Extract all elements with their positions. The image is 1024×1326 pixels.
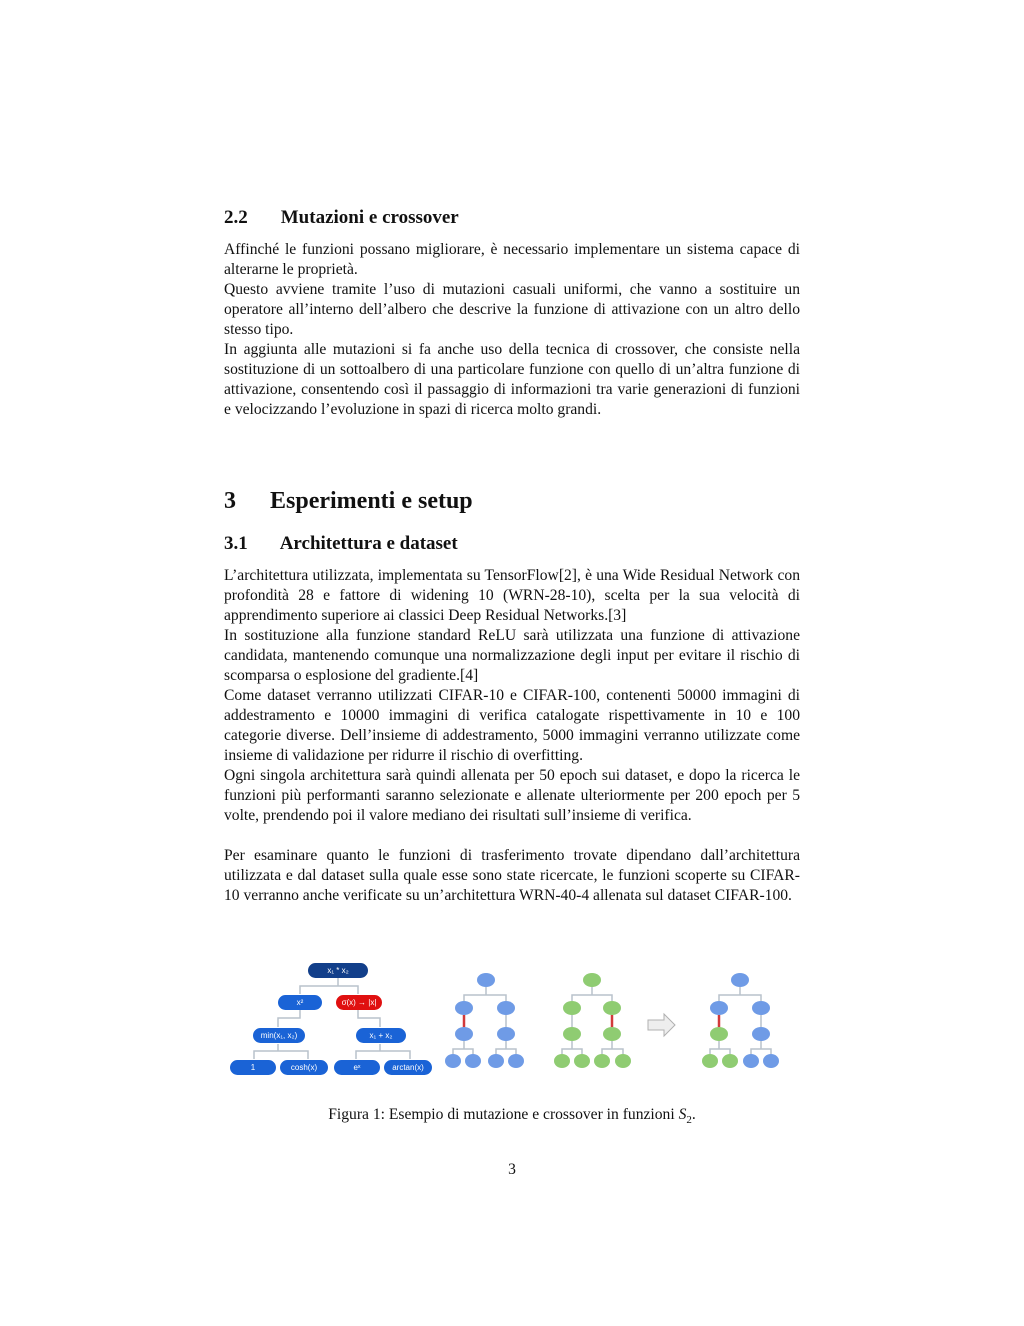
figure-caption: [224, 1106, 800, 1126]
paragraph: L’architettura utilizzata, implementata su TensorFlow[2], è una Wide Residual Network con profondità 28 e fattore di widening 10 (WRN-28-10), scelta per la sua velocità di apprendimento superiore ai classici Deep Residual Networks.[3]: [224, 567, 800, 624]
caption-end: .: [691, 1106, 696, 1123]
section-title: Architettura e dataset: [279, 533, 458, 554]
tree-leaf-one: 1: [230, 1060, 276, 1075]
paragraph: Ogni singola architettura sarà quindi allenata per 50 epoch sui dataset, e dopo la ricerca le funzioni più performanti saranno selezionate e allenate ulteriormente per 200 epoch per 5 volte, prendendo poi il valore mediano dei risultati sull’insieme di verifica.: [224, 767, 800, 824]
tree-leaf-arctan: arctan(x): [384, 1060, 432, 1075]
section-title: Mutazioni e crossover: [280, 207, 459, 228]
tree-leaf-cosh: cosh(x): [280, 1060, 328, 1075]
caption-text: Figura 1: Esempio di mutazione e crossover in funzioni: [328, 1106, 679, 1123]
tree-leaf-exp: eˣ: [334, 1060, 380, 1075]
paragraph: Questo avviene tramite l’uso di mutazioni casuali uniformi, che vanno a sostituire un operatore all’interno dell’albero che descrive la funzione di attivazione con un altro dello stesso tipo.: [224, 281, 800, 338]
caption-subscript: 2: [686, 1114, 692, 1127]
tree-node-sum: x₁ + x₂: [356, 1028, 406, 1043]
section-number: 2.2: [224, 207, 248, 228]
paragraph: Per esaminare quanto le funzioni di trasferimento trovate dipendano dall’architettura utilizzata e dal dataset sulla quale esse sono state ricercate, le funzioni scoperte su CIFAR-10 verranno anche verificate su un’architettura WRN-40-4 allenata sul dataset CIFAR-100.: [224, 847, 800, 904]
section-heading-2-2: [224, 207, 459, 229]
tree-node-root: x₁ * x₂: [308, 963, 368, 978]
paragraph: Affinché le funzioni possano migliorare, è necessario implementare un sistema capace di alterarne le proprietà.: [224, 241, 800, 278]
section-number: 3: [224, 488, 236, 514]
section-heading-3: [224, 488, 473, 515]
paragraph: In sostituzione alla funzione standard ReLU sarà utilizzata una funzione di attivazione candidata, mantenendo comunque una normalizzazione degli input per evitare il rischio di scomparsa o esplosione del gradiente.[4]: [224, 627, 800, 684]
section-title: Esperimenti e setup: [270, 488, 473, 514]
tree-node-right: σ(x) → |x|: [336, 995, 382, 1010]
caption-math: S: [678, 1106, 687, 1123]
paragraph: Come dataset verranno utilizzati CIFAR-10 e CIFAR-100, contenenti 50000 immagini di addestramento e 10000 immagini di verifica catalogate rispettivamente in 10 e 100 categorie diverse. Dell’insieme di addestramento, 5000 immagini verranno utilizzate come insieme di validazione per ridurre il rischio di overfitting.: [224, 687, 800, 764]
section-number: 3.1: [224, 533, 248, 554]
paragraph: In aggiunta alle mutazioni si fa anche uso della tecnica di crossover, che consiste nella sostituzione di un sottoalbero di una particolare funzione con quello di un’altra funzione di attivazione, consentendo così il passaggio di informazioni tra varie generazioni di funzioni e velocizzando l’evoluzione in spazi di ricerca molto grandi.: [224, 341, 800, 418]
figure-1: [228, 955, 788, 1085]
section-heading-3-1: [224, 533, 458, 555]
page-number: 3: [508, 1161, 516, 1178]
tree-node-left: x²: [278, 995, 322, 1010]
tree-node-min: min(x₁, x₂): [253, 1028, 305, 1043]
